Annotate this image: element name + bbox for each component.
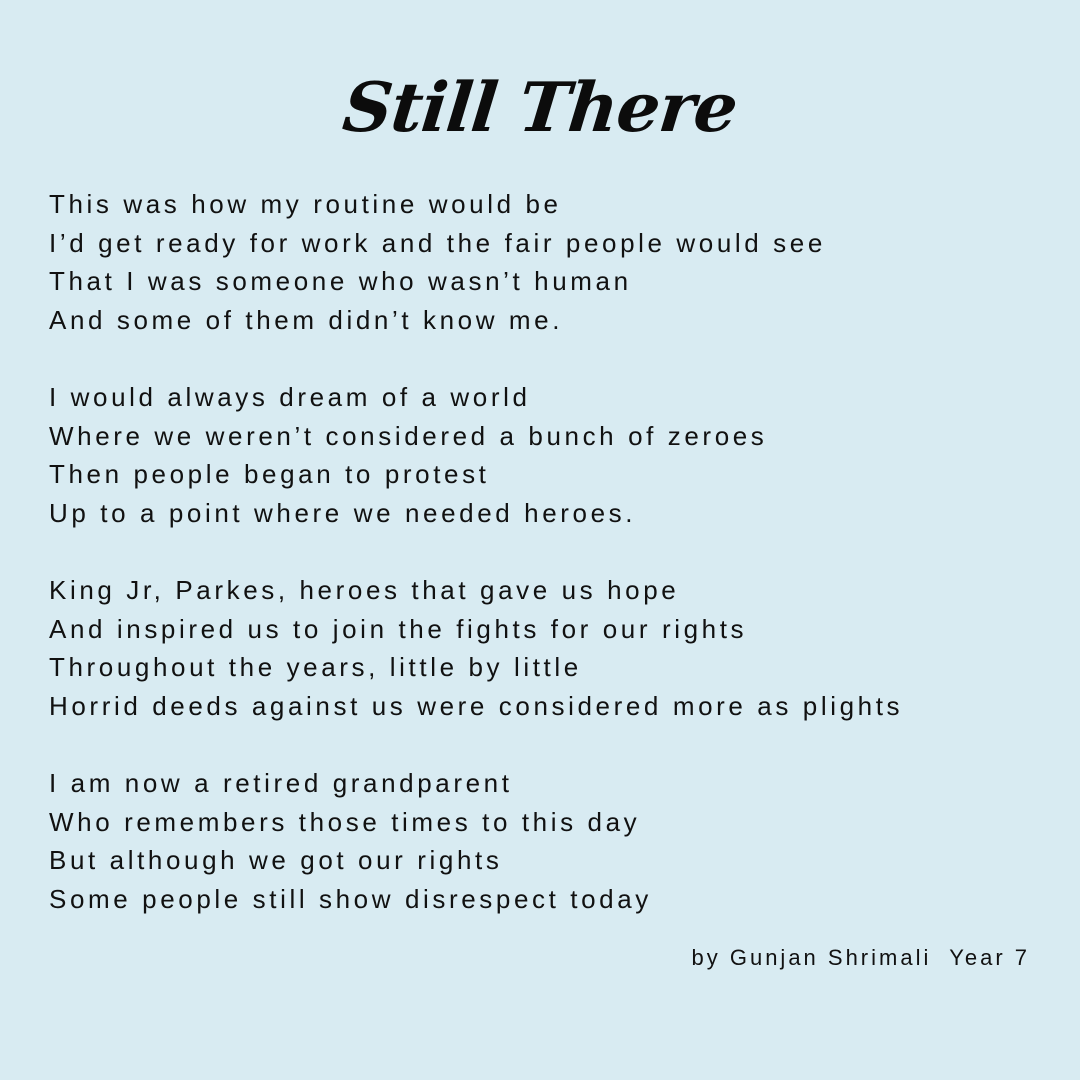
stanza-1: [49, 185, 1059, 339]
stanza-3: [49, 571, 1059, 725]
poem-line: Up to a point where we needed heroes.: [49, 497, 637, 528]
poem-line: I am now a retired grandparent: [49, 767, 513, 798]
author-byline: by Gunjan Shrimali Year 7: [691, 945, 1030, 970]
poem-line: Horrid deeds against us were considered more as plights: [49, 690, 904, 721]
poem-line: I would always dream of a world: [49, 381, 531, 412]
poem-body: [49, 185, 1059, 957]
poem-line: Then people began to protest: [49, 459, 490, 490]
poem-line: Who remembers those times to this day: [49, 806, 641, 837]
poem-line: That I was someone who wasn’t human: [49, 266, 632, 297]
poem-line: I’d get ready for work and the fair people would see: [49, 227, 826, 258]
poem-line: Throughout the years, little by little: [49, 652, 582, 683]
poem-title: Still There: [339, 68, 741, 148]
poem-line: Some people still show disrespect today: [49, 883, 652, 914]
poem-line: Where we weren’t considered a bunch of zeroes: [49, 420, 768, 451]
poem-line: But although we got our rights: [49, 845, 503, 876]
poem-line: And some of them didn’t know me.: [49, 304, 564, 335]
poem-line: This was how my routine would be: [49, 189, 562, 219]
stanza-4: [49, 764, 1059, 918]
poem-line: And inspired us to join the fights for our rights: [49, 613, 748, 644]
poem-line: King Jr, Parkes, heroes that gave us hope: [49, 574, 680, 605]
stanza-2: [49, 378, 1059, 532]
